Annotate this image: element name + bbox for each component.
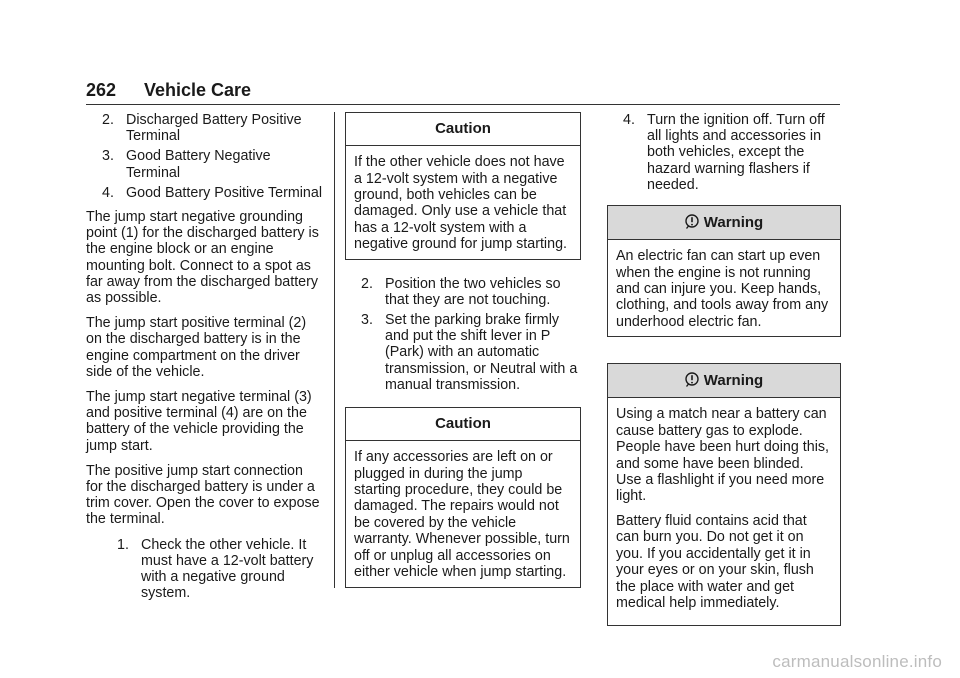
paragraph-grounding-point: The jump start negative grounding point (1) for the discharged battery is the engine block or an engine mounting bolt. Connect to a spot as far away from the discharged battery as possible. [86, 209, 319, 307]
caution-body: If any accessories are left on or plugged in during the jump starting procedure, they could be damaged. The repairs would not be covered by the vehicle warranty. Whenever possible, turn off or unplug all accessories on either vehicle when jump starting. [354, 449, 570, 581]
warning-body [608, 398, 840, 625]
step-list [607, 112, 841, 193]
page-number: 262 [86, 80, 117, 100]
step-3: 3. Set the parking brake firmly and put the shift lever in P (Park) with an automatic transmission, or Neutral with a manual transmission. [361, 312, 578, 393]
column-3 [607, 112, 841, 642]
list-item: 2. Discharged Battery Positive Terminal [102, 112, 302, 145]
step-list [345, 276, 581, 393]
column-divider [334, 112, 335, 588]
caution-box [345, 407, 581, 587]
list-item: 4. Good Battery Positive Terminal [102, 184, 323, 201]
column-2 [345, 112, 581, 604]
warning-paragraph: Using a match near a battery can cause battery gas to explode. People have been hurt doing this, and some have been blinded. Use a flashlight if you need more light. [616, 406, 830, 505]
warning-box [607, 363, 841, 626]
warning-header [608, 206, 840, 240]
caution-title: Caution [346, 408, 580, 441]
list-item: 3. Good Battery Negative Terminal [102, 148, 271, 181]
step-2: 2. Position the two vehicles so that they are not touching. [361, 275, 561, 308]
paragraph-trim-cover: The positive jump start connection for the discharged battery is under a trim cover. Open the cover to expose the terminal. [86, 462, 320, 528]
paragraph-good-battery-terminals: The jump start negative terminal (3) and positive terminal (4) are on the battery of the vehicle providing the jump start. [86, 389, 312, 454]
caution-title: Caution [346, 113, 580, 146]
warning-icon [685, 372, 699, 387]
warning-title: Warning [703, 214, 764, 232]
warning-header [608, 364, 840, 398]
step-list [86, 537, 322, 602]
column-1 [86, 112, 322, 609]
warning-body: An electric fan can start up even when the engine is not running and can injure you. Keep hands, clothing, and tools away from any underhood electric fan. [616, 248, 829, 330]
warning-paragraph: Battery fluid contains acid that can burn you. Do not get it on you. If you accidentally get it in your eyes or on your skin, flush the place with water and get medical help immediately. [616, 512, 814, 611]
caution-body: If the other vehicle does not have a 12-volt system with a negative ground, both vehicles can be damaged. Only use a vehicle that has a 12-volt system with a negative ground for jump starting. [354, 154, 567, 253]
terminal-list [86, 112, 322, 201]
paragraph-positive-terminal: The jump start positive terminal (2) on the discharged battery is in the engine compartment on the driver side of the vehicle. [86, 315, 307, 380]
warning-box [607, 205, 841, 337]
caution-box [345, 112, 581, 260]
section-title: Vehicle Care [144, 80, 252, 100]
watermark: carmanualsonline.info [772, 652, 942, 671]
warning-icon [685, 214, 699, 229]
warning-title: Warning [703, 372, 764, 390]
header-rule [86, 104, 840, 105]
step-1: 1. Check the other vehicle. It must have a 12-volt battery with a negative ground system. [117, 536, 314, 602]
step-4: 4. Turn the ignition off. Turn off all lights and accessories in both vehicles, except the hazard warning flashers if needed. [623, 112, 825, 193]
